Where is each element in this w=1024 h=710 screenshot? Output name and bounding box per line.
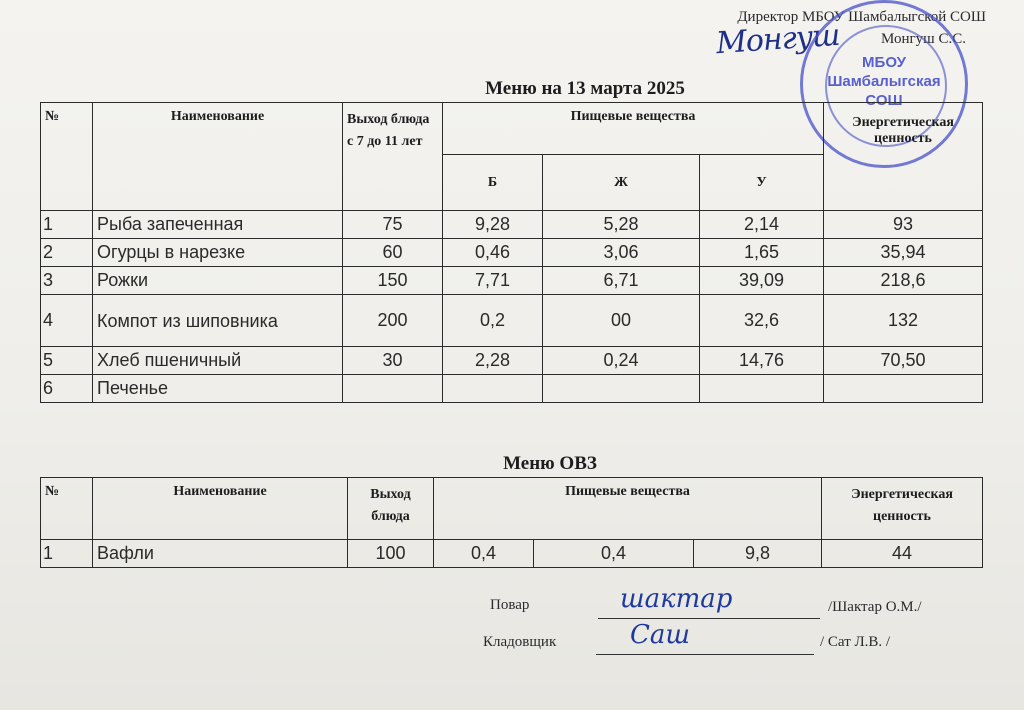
cell-yield: 200 <box>343 295 443 347</box>
cell-zh: 6,71 <box>543 267 700 295</box>
cell-name: Вафли <box>93 540 348 568</box>
cook-signature-icon: шактар <box>620 584 733 614</box>
ovz-header-nutrients: Пищевые вещества <box>434 478 822 540</box>
header-u: У <box>700 155 824 211</box>
cell-num: 1 <box>41 540 93 568</box>
cook-label: Повар <box>490 597 530 613</box>
table-row <box>41 540 983 568</box>
ovz-header-row <box>41 478 983 540</box>
header-energy: Энергетическая ценность <box>824 103 983 211</box>
cell-name: Печенье <box>93 375 343 403</box>
storekeeper-name: / Сат Л.В. / <box>820 634 891 650</box>
director-signature-icon: Монгуш <box>714 17 841 62</box>
cell-b: 0,46 <box>443 239 543 267</box>
cell-zh: 3,06 <box>543 239 700 267</box>
header-b: Б <box>443 155 543 211</box>
cell-name: Рожки <box>93 267 343 295</box>
cook-name: /Шактар О.М./ <box>828 599 922 615</box>
cell-yield: 100 <box>348 540 434 568</box>
cell-yield: 60 <box>343 239 443 267</box>
cell-num: 1 <box>41 211 93 239</box>
cell-energy: 132 <box>824 295 983 347</box>
cell-b: 0,2 <box>443 295 543 347</box>
header-yield: Выход блюда с 7 до 11 лет <box>343 103 443 211</box>
cell-yield: 150 <box>343 267 443 295</box>
stamp-line: МБОУ <box>862 54 906 71</box>
cell-energy <box>824 375 983 403</box>
header-nutrients: Пищевые вещества <box>443 103 824 155</box>
cell-energy: 35,94 <box>824 239 983 267</box>
table-row <box>41 295 983 347</box>
cell-yield: 75 <box>343 211 443 239</box>
ovz-header-yield: Выход блюда <box>348 478 434 540</box>
cell-u: 1,65 <box>700 239 824 267</box>
cell-num: 6 <box>41 375 93 403</box>
storekeeper-signature-line <box>596 654 814 655</box>
table-header-row <box>41 103 983 155</box>
director-name: Монгуш С.С. <box>881 31 966 47</box>
cell-u: 2,14 <box>700 211 824 239</box>
cell-num: 3 <box>41 267 93 295</box>
cell-energy: 218,6 <box>824 267 983 295</box>
cell-name: Хлеб пшеничный <box>93 347 343 375</box>
cell-energy: 70,50 <box>824 347 983 375</box>
table-row <box>41 211 983 239</box>
cell-zh: 00 <box>543 295 700 347</box>
cell-u <box>700 375 824 403</box>
cell-name: Компот из шиповника <box>93 295 343 347</box>
cell-num: 2 <box>41 239 93 267</box>
cell-yield: 30 <box>343 347 443 375</box>
cell-b: 7,71 <box>443 267 543 295</box>
ovz-header-name: Наименование <box>93 478 348 540</box>
cell-zh: 5,28 <box>543 211 700 239</box>
cook-signature-line <box>598 618 820 619</box>
ovz-header-energy: Энергетическая ценность <box>822 478 983 540</box>
cell-zh: 0,24 <box>543 347 700 375</box>
cell-name: Рыба запеченная <box>93 211 343 239</box>
cell-energy: 44 <box>822 540 983 568</box>
cell-u: 39,09 <box>700 267 824 295</box>
cell-b: 9,28 <box>443 211 543 239</box>
cell-u: 9,8 <box>694 540 822 568</box>
cell-u: 32,6 <box>700 295 824 347</box>
storekeeper-signature-icon: Саш <box>630 620 691 650</box>
menu-title: Меню на 13 марта 2025 <box>485 78 685 99</box>
cell-b <box>443 375 543 403</box>
stamp-line: СОШ <box>865 92 903 109</box>
header-num: № <box>41 103 93 211</box>
director-title: Директор МБОУ Шамбалыгской СОШ <box>737 9 986 25</box>
cell-b: 0,4 <box>434 540 534 568</box>
cell-name: Огурцы в нарезке <box>93 239 343 267</box>
header-name: Наименование <box>93 103 343 211</box>
cell-yield <box>343 375 443 403</box>
cell-num: 4 <box>41 295 93 347</box>
storekeeper-label: Кладовщик <box>483 634 557 650</box>
cell-u: 14,76 <box>700 347 824 375</box>
cell-zh <box>543 375 700 403</box>
header-zh: Ж <box>543 155 700 211</box>
cell-energy: 93 <box>824 211 983 239</box>
table-row <box>41 239 983 267</box>
ovz-menu-title: Меню ОВЗ <box>503 453 597 474</box>
table-row <box>41 267 983 295</box>
ovz-header-num: № <box>41 478 93 540</box>
table-row <box>41 347 983 375</box>
cell-num: 5 <box>41 347 93 375</box>
ovz-menu-table <box>40 477 983 568</box>
stamp-line: Шамбалыгская <box>827 73 941 90</box>
cell-b: 2,28 <box>443 347 543 375</box>
table-row <box>41 375 983 403</box>
cell-zh: 0,4 <box>534 540 694 568</box>
menu-table <box>40 102 983 403</box>
